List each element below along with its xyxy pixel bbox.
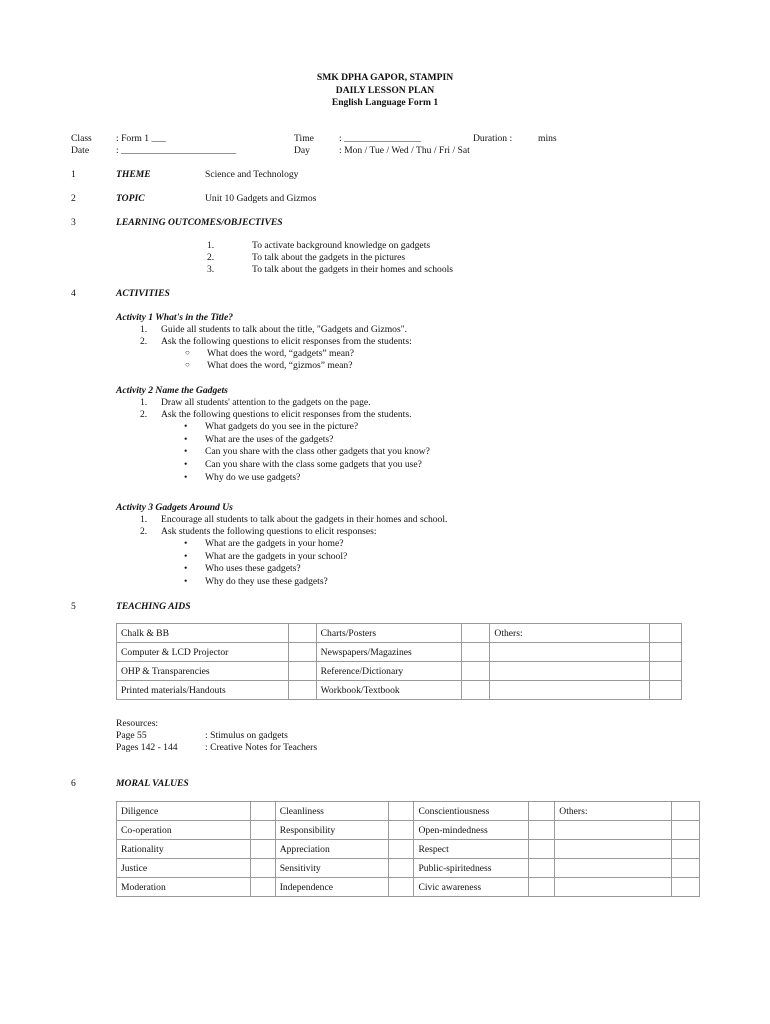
- question-text: Why do we use gadgets?: [205, 472, 301, 483]
- aid-checkbox[interactable]: [288, 681, 316, 700]
- value-checkbox[interactable]: [529, 802, 555, 821]
- bullet-icon: •: [184, 421, 188, 432]
- aid-checkbox[interactable]: [462, 681, 490, 700]
- value-checkbox[interactable]: [672, 859, 700, 878]
- value-label: [555, 878, 672, 897]
- value-checkbox[interactable]: [250, 859, 275, 878]
- duration-label: Duration :: [473, 133, 513, 144]
- value-checkbox[interactable]: [529, 840, 555, 859]
- step-number: 2.: [140, 336, 148, 347]
- table-row: [117, 859, 700, 878]
- value-label: Civic awareness: [414, 878, 529, 897]
- bullet-icon: •: [184, 576, 188, 587]
- aid-label: Printed materials/Handouts: [117, 681, 289, 700]
- duration-unit: mins: [538, 133, 557, 144]
- aid-label: Computer & LCD Projector: [117, 643, 289, 662]
- document-title: DAILY LESSON PLAN: [335, 84, 435, 96]
- step-text: Ask students the following questions to elicit responses:: [161, 526, 377, 537]
- step-number: 2.: [140, 409, 148, 420]
- aid-checkbox[interactable]: [650, 662, 682, 681]
- teaching-aids-table: [116, 623, 682, 700]
- value-label: Public-spiritedness: [414, 859, 529, 878]
- section-number: 2: [71, 193, 76, 204]
- circle-bullet-icon: ○: [185, 348, 190, 357]
- document-header: [0, 72, 770, 110]
- objective-number: 2.: [207, 252, 215, 263]
- value-checkbox[interactable]: [529, 821, 555, 840]
- aid-label: Chalk & BB: [117, 624, 289, 643]
- day-label: Day: [294, 145, 310, 156]
- question-text: What are the gadgets in your school?: [205, 551, 348, 562]
- bullet-icon: •: [184, 538, 188, 549]
- school-name: SMK DPHA GAPOR, STAMPIN: [316, 72, 454, 83]
- question-text: Why do they use these gadgets?: [205, 576, 328, 587]
- objective-number: 1.: [207, 240, 215, 251]
- table-row: [117, 840, 700, 859]
- aid-checkbox[interactable]: [462, 643, 490, 662]
- time-value: : ________________: [339, 133, 421, 144]
- question-text: Can you share with the class other gadgets that you know?: [205, 446, 430, 457]
- document-subtitle: English Language Form 1: [331, 97, 439, 108]
- question-text: What are the gadgets in your home?: [205, 538, 344, 549]
- value-checkbox[interactable]: [250, 802, 275, 821]
- moral-values-table: [116, 801, 700, 897]
- objective-number: 3.: [207, 264, 215, 275]
- question-text: Can you share with the class some gadgets that you use?: [205, 459, 422, 470]
- value-label: [555, 821, 672, 840]
- objective-text: To talk about the gadgets in the pictures: [252, 252, 406, 263]
- question-text: What gadgets do you see in the picture?: [205, 421, 359, 432]
- section-number: 1: [71, 169, 76, 180]
- theme-value: Science and Technology: [205, 169, 299, 180]
- step-text: Draw all students' attention to the gadgets on the page.: [161, 397, 371, 408]
- section-heading-topic: TOPIC: [116, 193, 145, 204]
- step-text: Ask the following questions to elicit responses from the students:: [161, 336, 412, 347]
- value-label: Rationality: [117, 840, 251, 859]
- value-label: Sensitivity: [275, 859, 388, 878]
- section-heading-objectives: LEARNING OUTCOMES/OBJECTIVES: [116, 217, 283, 228]
- value-label: Justice: [117, 859, 251, 878]
- value-checkbox[interactable]: [388, 802, 414, 821]
- table-row: [117, 662, 682, 681]
- value-checkbox[interactable]: [250, 840, 275, 859]
- objective-text: To activate background knowledge on gadgets: [252, 240, 431, 251]
- aid-checkbox[interactable]: [462, 624, 490, 643]
- resource-ref: Page 55: [116, 730, 147, 741]
- value-checkbox[interactable]: [250, 821, 275, 840]
- value-label: Appreciation: [275, 840, 388, 859]
- section-number: 3: [71, 217, 76, 228]
- value-checkbox[interactable]: [388, 821, 414, 840]
- step-number: 1.: [140, 514, 148, 525]
- table-row: [117, 643, 682, 662]
- table-row: [117, 624, 682, 643]
- section-number: 6: [71, 778, 76, 789]
- value-label: [555, 840, 672, 859]
- section-heading-activities: ACTIVITIES: [116, 288, 170, 299]
- bullet-icon: •: [184, 563, 188, 574]
- value-label: [555, 859, 672, 878]
- aid-label: [490, 643, 650, 662]
- value-checkbox[interactable]: [250, 878, 275, 897]
- bullet-icon: •: [184, 434, 188, 445]
- aid-checkbox[interactable]: [650, 643, 682, 662]
- value-label: Diligence: [117, 802, 251, 821]
- resources-label: Resources:: [116, 718, 159, 729]
- bullet-icon: •: [184, 551, 188, 562]
- aid-checkbox[interactable]: [462, 662, 490, 681]
- value-checkbox[interactable]: [672, 840, 700, 859]
- value-checkbox[interactable]: [388, 859, 414, 878]
- value-checkbox[interactable]: [672, 802, 700, 821]
- question-text: Who uses these gadgets?: [205, 563, 301, 574]
- aid-checkbox[interactable]: [650, 624, 682, 643]
- step-text: Encourage all students to talk about the gadgets in their homes and school.: [161, 514, 448, 525]
- bullet-icon: •: [184, 472, 188, 483]
- aid-label: Reference/Dictionary: [316, 662, 462, 681]
- step-number: 2.: [140, 526, 148, 537]
- section-number: 4: [71, 288, 76, 299]
- circle-bullet-icon: ○: [185, 360, 190, 369]
- aid-checkbox[interactable]: [288, 662, 316, 681]
- topic-value: Unit 10 Gadgets and Gizmos: [205, 193, 317, 204]
- aid-label: Others:: [490, 624, 650, 643]
- objective-text: To talk about the gadgets in their homes and schools: [252, 264, 454, 275]
- value-label: Independence: [275, 878, 388, 897]
- resource-desc: : Creative Notes for Teachers: [205, 742, 318, 753]
- aid-label: Newspapers/Magazines: [316, 643, 462, 662]
- value-checkbox[interactable]: [529, 878, 555, 897]
- activity-2-title: Activity 2 Name the Gadgets: [116, 385, 228, 396]
- table-row: [117, 821, 700, 840]
- question-text: What does the word, “gizmos” mean?: [207, 360, 353, 371]
- step-number: 1.: [140, 324, 148, 335]
- table-row: [117, 681, 682, 700]
- question-text: What are the uses of the gadgets?: [205, 434, 334, 445]
- section-heading-moral-values: MORAL VALUES: [116, 778, 189, 789]
- question-text: What does the word, “gadgets” mean?: [207, 348, 355, 359]
- value-label: Cleanliness: [275, 802, 388, 821]
- value-label: Responsibility: [275, 821, 388, 840]
- value-label: Respect: [414, 840, 529, 859]
- section-heading-teaching-aids: TEACHING AIDS: [116, 601, 191, 612]
- activity-3-title: Activity 3 Gadgets Around Us: [116, 502, 233, 513]
- time-label: Time: [294, 133, 314, 144]
- activity-1-title: Activity 1 What's in the Title?: [116, 312, 233, 323]
- table-row: [117, 878, 700, 897]
- class-value: : Form 1 ___: [116, 133, 166, 144]
- step-text: Ask the following questions to elicit responses from the students.: [161, 409, 412, 420]
- step-text: Guide all students to talk about the title, "Gadgets and Gizmos".: [161, 324, 408, 335]
- step-number: 1.: [140, 397, 148, 408]
- value-checkbox[interactable]: [388, 878, 414, 897]
- class-label: Class: [71, 133, 92, 144]
- aid-checkbox[interactable]: [288, 624, 316, 643]
- bullet-icon: •: [184, 459, 188, 470]
- value-label: Co-operation: [117, 821, 251, 840]
- aid-label: Charts/Posters: [316, 624, 462, 643]
- section-number: 5: [71, 601, 76, 612]
- value-checkbox[interactable]: [388, 840, 414, 859]
- value-label: Others:: [555, 802, 672, 821]
- aid-label: Workbook/Textbook: [316, 681, 462, 700]
- aid-label: [490, 662, 650, 681]
- resource-ref: Pages 142 - 144: [116, 742, 178, 753]
- date-label: Date: [71, 145, 90, 156]
- aid-checkbox[interactable]: [288, 643, 316, 662]
- value-label: Conscientiousness: [414, 802, 529, 821]
- value-checkbox[interactable]: [672, 821, 700, 840]
- aid-checkbox[interactable]: [650, 681, 682, 700]
- aid-label: [490, 681, 650, 700]
- table-row: [117, 802, 700, 821]
- section-heading-theme: THEME: [116, 169, 151, 180]
- value-checkbox[interactable]: [672, 878, 700, 897]
- value-label: Open-mindedness: [414, 821, 529, 840]
- date-value: : ________________________: [116, 145, 237, 156]
- value-checkbox[interactable]: [529, 859, 555, 878]
- resource-desc: : Stimulus on gadgets: [205, 730, 288, 741]
- bullet-icon: •: [184, 446, 188, 457]
- day-value: : Mon / Tue / Wed / Thu / Fri / Sat: [339, 145, 470, 156]
- aid-label: OHP & Transparencies: [117, 662, 289, 681]
- value-label: Moderation: [117, 878, 251, 897]
